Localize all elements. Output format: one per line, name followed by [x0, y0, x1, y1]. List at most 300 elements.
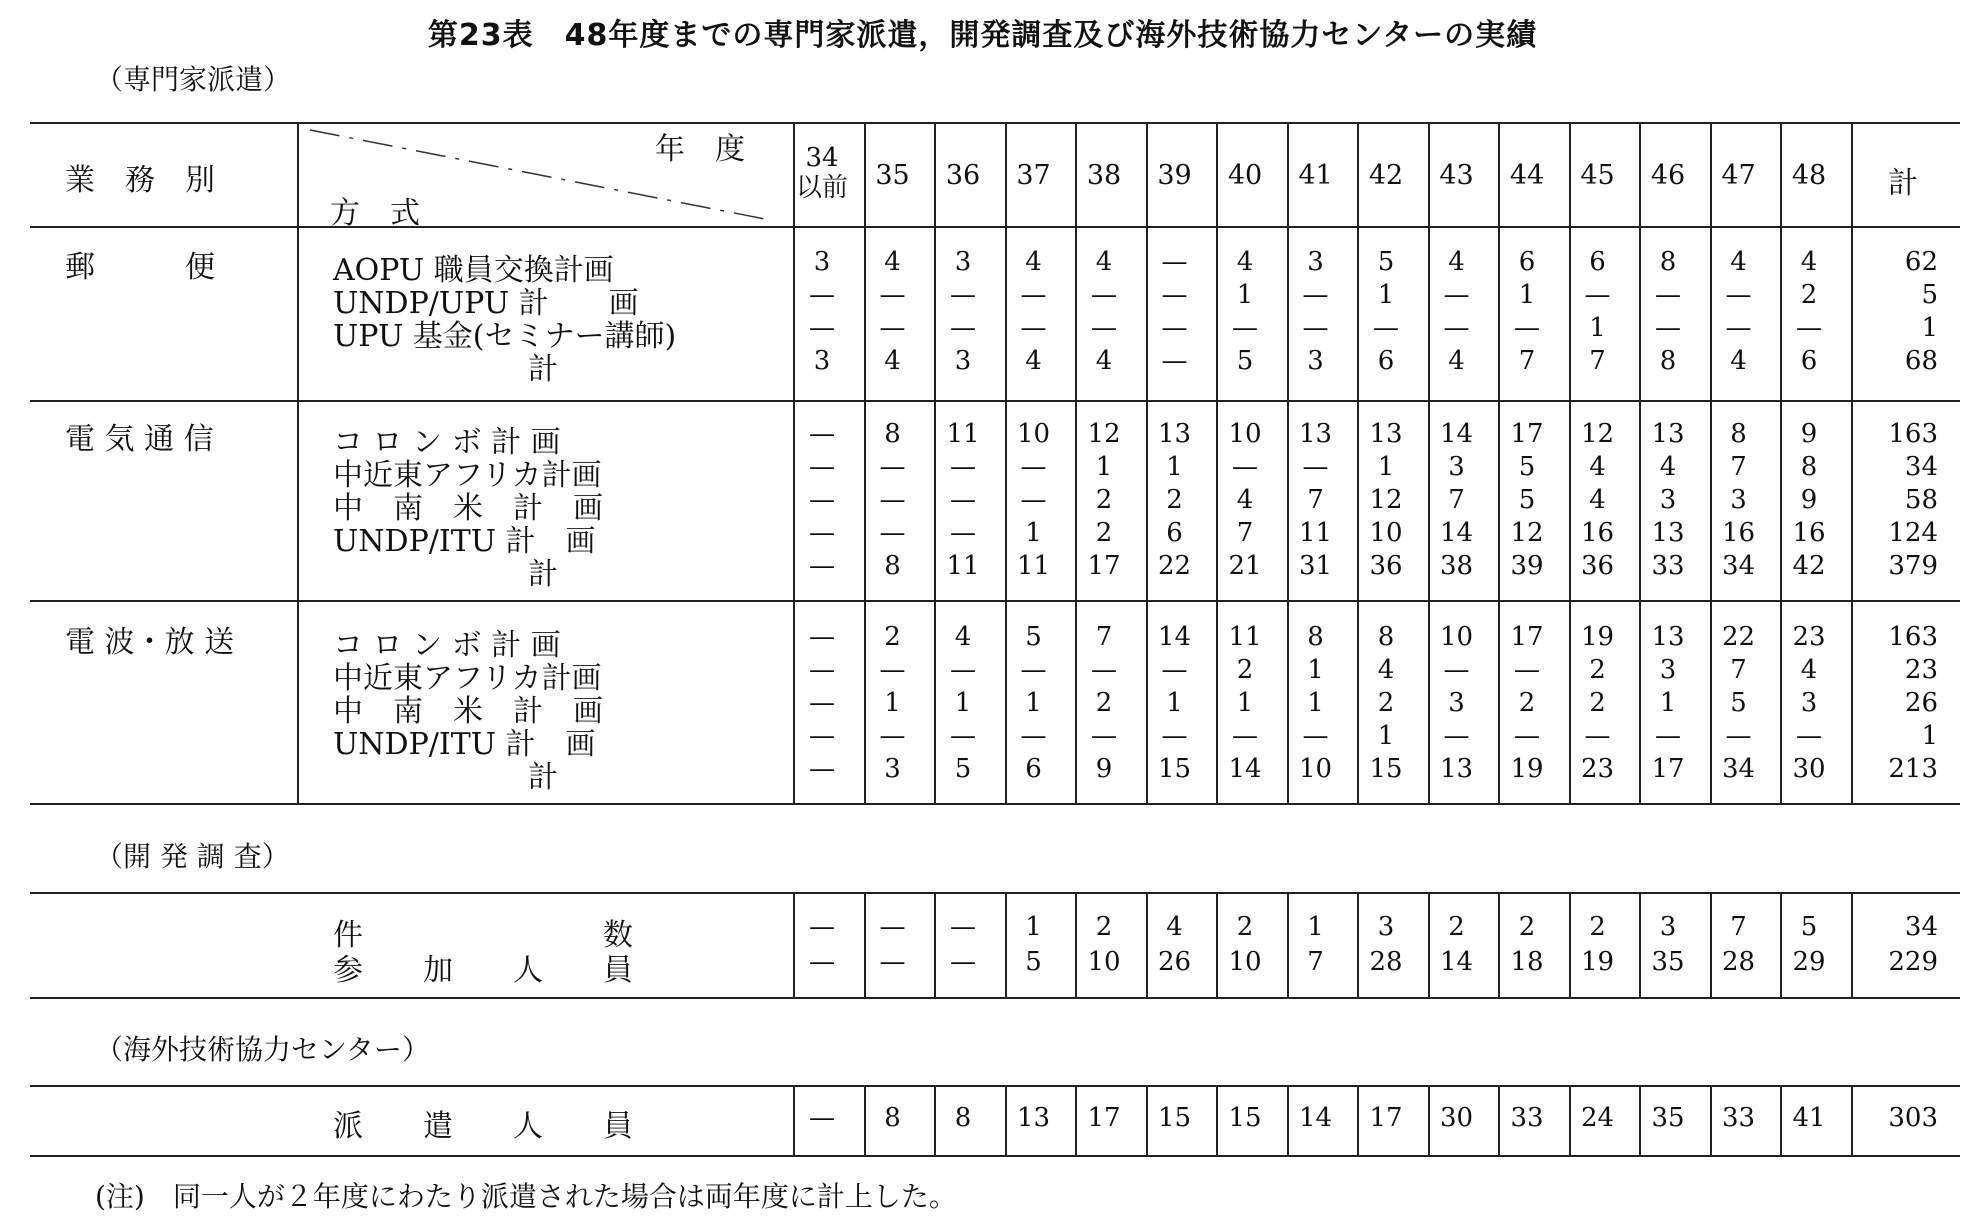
table-cell: 7 — [1095, 622, 1113, 652]
table-cell: — — [1020, 313, 1047, 343]
table-cell: 1 — [1377, 721, 1395, 751]
table-cell: 16 — [1792, 518, 1826, 548]
table-cell: 13 — [1439, 754, 1474, 784]
year-header: 42 — [1368, 160, 1404, 191]
table-cell: 2 — [1166, 485, 1183, 515]
table-cell: 8 — [1730, 419, 1747, 449]
table-cell: 7 — [1448, 485, 1465, 515]
table-cell: — — [809, 721, 835, 751]
column-divider — [1780, 892, 1782, 997]
table-cell-total: 5 — [1921, 280, 1938, 310]
table-cell: 3 — [813, 346, 831, 376]
row-label: UNDP/UPU 計 画 — [333, 286, 639, 321]
table-cell: 2 — [1236, 655, 1254, 685]
table-cell: 3 — [1307, 346, 1324, 376]
row-label: 中 南 米 計 画 — [333, 491, 603, 526]
table-cell: 4 — [1589, 452, 1606, 482]
table-cell: 33 — [1510, 1103, 1544, 1133]
table-cell: — — [809, 912, 835, 942]
table-cell: 6 — [1166, 518, 1183, 548]
table-cell: 1 — [954, 688, 972, 718]
table-cell: 3 — [1377, 912, 1395, 942]
table-cell: 10 — [1228, 947, 1262, 977]
table-cell: — — [950, 452, 976, 482]
table-cell: 36 — [1369, 551, 1403, 581]
table-cell: 3 — [1659, 912, 1677, 942]
table-cell: 35 — [1651, 947, 1685, 977]
table-cell: — — [1302, 280, 1329, 310]
column-divider — [1428, 892, 1430, 997]
table-cell: — — [1725, 721, 1752, 751]
table-cell: — — [1584, 280, 1611, 310]
page-title: 第23表 48年度までの専門家派遣，開発調査及び海外技術協力センターの実績 — [427, 18, 1538, 53]
table-cell: 1 — [1166, 688, 1183, 718]
table-cell: 16 — [1580, 518, 1615, 548]
table-cell: 4 — [1448, 247, 1465, 277]
table-cell: 4 — [1730, 346, 1747, 376]
year-header: 41 — [1298, 160, 1333, 191]
table-cell: 30 — [1439, 1103, 1474, 1133]
table-cell: 2 — [1236, 912, 1254, 942]
table-cell: 19 — [1510, 754, 1544, 784]
table-cell-total: 23 — [1904, 655, 1938, 685]
table-cell: 8 — [884, 1103, 901, 1133]
table-cell: 15 — [1157, 754, 1192, 784]
table-cell: 4 — [1448, 346, 1465, 376]
year-header: 37 — [1016, 160, 1051, 191]
table-cell: 14 — [1439, 947, 1474, 977]
table-cell: 2 — [1448, 912, 1465, 942]
table-cell: 14 — [1228, 754, 1262, 784]
table-cell: — — [809, 655, 835, 685]
group-divider — [30, 600, 1960, 602]
table-cell: 4 — [1236, 247, 1254, 277]
table-cell: 17 — [1087, 551, 1121, 581]
table-cell: 24 — [1580, 1103, 1615, 1133]
center-bottom-rule — [30, 1155, 1960, 1157]
table-cell: 7 — [1236, 518, 1254, 548]
table-cell: — — [1020, 485, 1047, 515]
table-cell: — — [879, 485, 906, 515]
table-cell: 13 — [1651, 419, 1685, 449]
table-cell: 23 — [1580, 754, 1615, 784]
table-cell: — — [879, 280, 906, 310]
table-cell-total: 229 — [1888, 947, 1938, 977]
table-cell: 17 — [1651, 754, 1685, 784]
table-cell: 2 — [1095, 518, 1113, 548]
section-survey-label: （開 発 調 査） — [95, 840, 290, 873]
table-cell: 10 — [1439, 622, 1474, 652]
table-top-rule — [30, 122, 1960, 124]
table-cell: 7 — [1730, 655, 1747, 685]
table-cell: 3 — [1800, 688, 1818, 718]
table-header-rule — [30, 226, 1960, 228]
table-cell: 14 — [1298, 1103, 1333, 1133]
group-name: 電 気 通 信 — [65, 422, 214, 457]
year-header: 45 — [1580, 160, 1615, 191]
table-cell-total: 62 — [1904, 247, 1938, 277]
group-name: 郵 便 — [65, 250, 215, 285]
table-cell: — — [950, 947, 976, 977]
table-cell: — — [1091, 721, 1117, 751]
year-header: 44 — [1509, 160, 1545, 191]
table-cell: 1 — [1518, 280, 1536, 310]
table-cell: 1 — [1236, 280, 1254, 310]
row-label: UNDP/ITU 計 画 — [333, 524, 596, 559]
year-header: 47 — [1721, 160, 1756, 191]
table-cell: — — [1161, 313, 1188, 343]
table-cell: 8 — [884, 419, 901, 449]
total-header: 計 — [1888, 166, 1918, 201]
table-cell: 8 — [1659, 247, 1677, 277]
table-cell: 14 — [1157, 622, 1192, 652]
table-cell: 4 — [1800, 655, 1818, 685]
table-cell: 30 — [1792, 754, 1826, 784]
column-divider — [1851, 892, 1853, 997]
header-gyomu: 業 務 別 — [65, 163, 215, 198]
column-divider — [1146, 892, 1148, 997]
table-cell: 3 — [954, 247, 972, 277]
table-cell: — — [1302, 721, 1329, 751]
table-cell: 3 — [1659, 655, 1677, 685]
table-cell: 11 — [1298, 518, 1333, 548]
table-cell: 28 — [1369, 947, 1403, 977]
table-cell: 13 — [1298, 419, 1333, 449]
column-divider — [1851, 1085, 1853, 1155]
table-cell: 41 — [1792, 1103, 1826, 1133]
table-cell: 10 — [1298, 754, 1333, 784]
table-cell: 39 — [1510, 551, 1544, 581]
table-cell: — — [1161, 280, 1188, 310]
year-header: 36 — [945, 160, 981, 191]
row-label: コ ロ ン ボ 計 画 — [333, 628, 561, 663]
group-name: 電 波・放 送 — [65, 625, 235, 660]
row-label: コ ロ ン ボ 計 画 — [333, 425, 561, 460]
table-cell: 31 — [1298, 551, 1333, 581]
year-header: 48 — [1791, 160, 1827, 191]
table-cell: 21 — [1228, 551, 1262, 581]
table-cell: — — [1584, 721, 1611, 751]
column-divider — [1498, 892, 1500, 997]
table-cell: 9 — [1800, 419, 1818, 449]
table-cell: 36 — [1580, 551, 1615, 581]
table-cell: 19 — [1580, 622, 1615, 652]
table-cell: 5 — [1518, 485, 1536, 515]
table-cell: — — [809, 622, 835, 652]
table-cell-total: 26 — [1904, 688, 1938, 718]
table-cell: 33 — [1721, 1103, 1756, 1133]
table-cell: 10 — [1228, 419, 1262, 449]
table-cell: — — [809, 688, 835, 718]
table-cell: — — [1514, 721, 1540, 751]
table-cell: 4 — [1800, 247, 1818, 277]
year-header: 35 — [875, 160, 910, 191]
table-cell: 4 — [1095, 346, 1113, 376]
table-cell: 4 — [1589, 485, 1606, 515]
table-cell: — — [879, 313, 906, 343]
table-cell: 1 — [1377, 280, 1395, 310]
table-cell: 12 — [1087, 419, 1121, 449]
table-cell: — — [1161, 721, 1188, 751]
column-divider — [934, 892, 936, 997]
table-cell: — — [1655, 280, 1681, 310]
table-cell: 2 — [1800, 280, 1818, 310]
table-cell: — — [809, 419, 835, 449]
table-cell: 7 — [1730, 912, 1747, 942]
table-cell: 2 — [1589, 688, 1606, 718]
table-cell: 7 — [1307, 485, 1324, 515]
table-cell: 13 — [1016, 1103, 1051, 1133]
table-cell: 33 — [1651, 551, 1685, 581]
table-cell: 5 — [954, 754, 972, 784]
table-cell: 17 — [1087, 1103, 1121, 1133]
table-cell: 4 — [1025, 346, 1042, 376]
table-cell: — — [1373, 313, 1399, 343]
table-cell: 3 — [1448, 688, 1465, 718]
column-divider — [1710, 892, 1712, 997]
row-label: AOPU 職員交換計画 — [333, 253, 614, 288]
table-cell: 1 — [1377, 452, 1395, 482]
table-cell: — — [1302, 313, 1329, 343]
header-hoshiki: 方 式 — [330, 196, 420, 231]
table-cell: — — [950, 655, 976, 685]
table-cell: — — [879, 655, 906, 685]
row-label: UNDP/ITU 計 画 — [333, 727, 596, 762]
table-cell: 4 — [1659, 452, 1677, 482]
table-cell: — — [809, 518, 835, 548]
table-cell: — — [1020, 655, 1047, 685]
table-cell: — — [1091, 313, 1117, 343]
table-cell: — — [1020, 452, 1047, 482]
table-cell: 14 — [1439, 419, 1474, 449]
column-divider — [864, 892, 866, 997]
table-cell: 13 — [1369, 419, 1403, 449]
table-cell: — — [1443, 655, 1470, 685]
table-cell: 2 — [884, 622, 901, 652]
table-cell: 17 — [1510, 622, 1544, 652]
table-cell-total: 1 — [1921, 721, 1938, 751]
column-divider — [1357, 892, 1359, 997]
table-cell: 5 — [1025, 947, 1042, 977]
table-cell: — — [1161, 247, 1188, 277]
table-cell: 4 — [1730, 247, 1747, 277]
table-cell: — — [809, 280, 835, 310]
table-cell: 35 — [1651, 1103, 1685, 1133]
table-cell: — — [1725, 313, 1752, 343]
table-cell: 7 — [1307, 947, 1324, 977]
table-cell-total: 163 — [1888, 622, 1938, 652]
table-cell: 3 — [1659, 485, 1677, 515]
row-label: 計 — [528, 760, 558, 795]
table-cell: 5 — [1730, 688, 1747, 718]
table-cell: 1 — [1659, 688, 1677, 718]
table-cell: 12 — [1580, 419, 1615, 449]
group-divider — [30, 400, 1960, 402]
table-cell: 2 — [1095, 912, 1113, 942]
table-cell: 14 — [1439, 518, 1474, 548]
table-cell: 7 — [1730, 452, 1747, 482]
table-cell: 1 — [1025, 912, 1042, 942]
table-cell: 4 — [884, 346, 901, 376]
header-diagonal-line — [300, 125, 770, 225]
table-cell: 29 — [1792, 947, 1826, 977]
table-cell: 6 — [1377, 346, 1395, 376]
table-cell: 19 — [1580, 947, 1615, 977]
table-cell: 11 — [946, 551, 980, 581]
table-cell: 1 — [1589, 313, 1606, 343]
table-cell: 1 — [1236, 688, 1254, 718]
table-cell: — — [1091, 280, 1117, 310]
table-cell-total: 163 — [1888, 419, 1938, 449]
table-cell: 11 — [1228, 622, 1262, 652]
table-cell: 3 — [884, 754, 901, 784]
table-cell: — — [809, 313, 835, 343]
table-cell: 5 — [1025, 622, 1042, 652]
table-cell: 4 — [1025, 247, 1042, 277]
table-cell: 38 — [1439, 551, 1474, 581]
table-cell: 23 — [1792, 622, 1826, 652]
table-cell: 34 — [1721, 754, 1756, 784]
survey-bottom-rule — [30, 997, 1960, 999]
table-cell: 22 — [1721, 622, 1756, 652]
column-divider — [793, 892, 795, 997]
table-cell: 8 — [1377, 622, 1395, 652]
table-cell-total: 379 — [1888, 551, 1938, 581]
table-cell: 2 — [1518, 912, 1536, 942]
row-label: 中近東アフリカ計画 — [333, 661, 602, 696]
table-cell: — — [809, 1103, 835, 1133]
table-cell: 5 — [1236, 346, 1254, 376]
table-cell: — — [879, 452, 906, 482]
table-cell: — — [1796, 313, 1822, 343]
column-divider — [1851, 122, 1853, 803]
table-cell: 6 — [1589, 247, 1606, 277]
row-label: 中 南 米 計 画 — [333, 694, 603, 729]
table-cell-total: 213 — [1888, 754, 1938, 784]
table-cell: — — [809, 947, 835, 977]
table-cell: 1 — [884, 688, 901, 718]
table-cell-total: 34 — [1904, 912, 1938, 942]
table-cell: — — [1443, 280, 1470, 310]
table-cell: — — [1443, 313, 1470, 343]
column-divider — [1005, 892, 1007, 997]
table-cell: 26 — [1157, 947, 1192, 977]
survey-top-rule — [30, 892, 1960, 894]
table-cell: 2 — [1518, 688, 1536, 718]
column-divider — [297, 122, 299, 803]
row-label: 計 — [528, 557, 558, 592]
table-cell: 8 — [1800, 452, 1818, 482]
table-cell: — — [1655, 313, 1681, 343]
row-label: 件 数 — [333, 918, 633, 953]
footnote: (注) 同一人が２年度にわたり派遣された場合は両年度に計上した。 — [95, 1180, 957, 1213]
table-cell: 5 — [1377, 247, 1395, 277]
table-cell: 10 — [1369, 518, 1403, 548]
table-cell: 2 — [1589, 912, 1606, 942]
table-cell: 7 — [1518, 346, 1536, 376]
table-cell: 5 — [1800, 912, 1818, 942]
column-divider — [1075, 892, 1077, 997]
table-cell: 6 — [1025, 754, 1042, 784]
table-cell-total: 58 — [1904, 485, 1938, 515]
table-cell: 15 — [1157, 1103, 1192, 1133]
table-cell: 13 — [1651, 518, 1685, 548]
center-top-rule — [30, 1085, 1960, 1087]
row-label: 派 遣 人 員 — [333, 1109, 633, 1144]
table-cell: — — [1232, 313, 1258, 343]
table-cell: 17 — [1369, 1103, 1403, 1133]
table-cell: 1 — [1025, 518, 1042, 548]
table-cell: — — [809, 551, 835, 581]
table-cell: 6 — [1518, 247, 1536, 277]
table-cell: 11 — [946, 419, 980, 449]
table-cell: 4 — [1095, 247, 1113, 277]
table-cell: 3 — [1448, 452, 1465, 482]
table-cell: 34 — [1721, 551, 1756, 581]
table-cell: 17 — [1510, 419, 1544, 449]
table-cell: 6 — [1800, 346, 1818, 376]
table-cell: — — [1443, 721, 1470, 751]
year-header: 43 — [1439, 160, 1474, 191]
table-cell: — — [809, 485, 835, 515]
year-header: 46 — [1650, 160, 1686, 191]
table-cell: — — [1020, 280, 1047, 310]
table-cell: — — [1725, 280, 1752, 310]
table-cell: 9 — [1800, 485, 1818, 515]
table-cell: — — [879, 947, 906, 977]
table-cell: 7 — [1589, 346, 1606, 376]
table-cell: — — [1514, 313, 1540, 343]
table-cell: 2 — [1589, 655, 1606, 685]
table-cell: 5 — [1518, 452, 1536, 482]
row-label: 計 — [528, 352, 558, 387]
table-cell: — — [879, 518, 906, 548]
table-cell: 13 — [1651, 622, 1685, 652]
table-cell: 13 — [1157, 419, 1192, 449]
table-cell: 1 — [1095, 452, 1113, 482]
table-cell: 1 — [1307, 688, 1324, 718]
header-nendo: 年 度 — [655, 132, 745, 167]
table-cell: — — [879, 721, 906, 751]
table-cell: 42 — [1792, 551, 1826, 581]
table-cell: — — [1302, 452, 1329, 482]
table-bottom-rule — [30, 803, 1960, 805]
table-cell: — — [1655, 721, 1681, 751]
table-cell: — — [950, 280, 976, 310]
column-divider — [1639, 892, 1641, 997]
year-header: 34 以前 — [795, 143, 848, 203]
table-cell: 1 — [1307, 912, 1324, 942]
section-center-label: （海外技術協力センター） — [95, 1033, 430, 1066]
table-cell: — — [809, 452, 835, 482]
table-cell: 28 — [1721, 947, 1756, 977]
table-cell: 8 — [1307, 622, 1324, 652]
table-cell: 2 — [1377, 688, 1395, 718]
table-cell: — — [1232, 452, 1258, 482]
table-cell: — — [950, 912, 976, 942]
table-cell-total: 1 — [1921, 313, 1938, 343]
table-cell: 4 — [1166, 912, 1183, 942]
table-cell: 10 — [1016, 419, 1051, 449]
table-cell: — — [1796, 721, 1822, 751]
table-cell: — — [950, 485, 976, 515]
column-divider — [1287, 892, 1289, 997]
table-cell: 8 — [954, 1103, 972, 1133]
table-cell: — — [1091, 655, 1117, 685]
table-cell: 8 — [1659, 346, 1677, 376]
table-cell: 1 — [1025, 688, 1042, 718]
table-cell: 12 — [1510, 518, 1544, 548]
